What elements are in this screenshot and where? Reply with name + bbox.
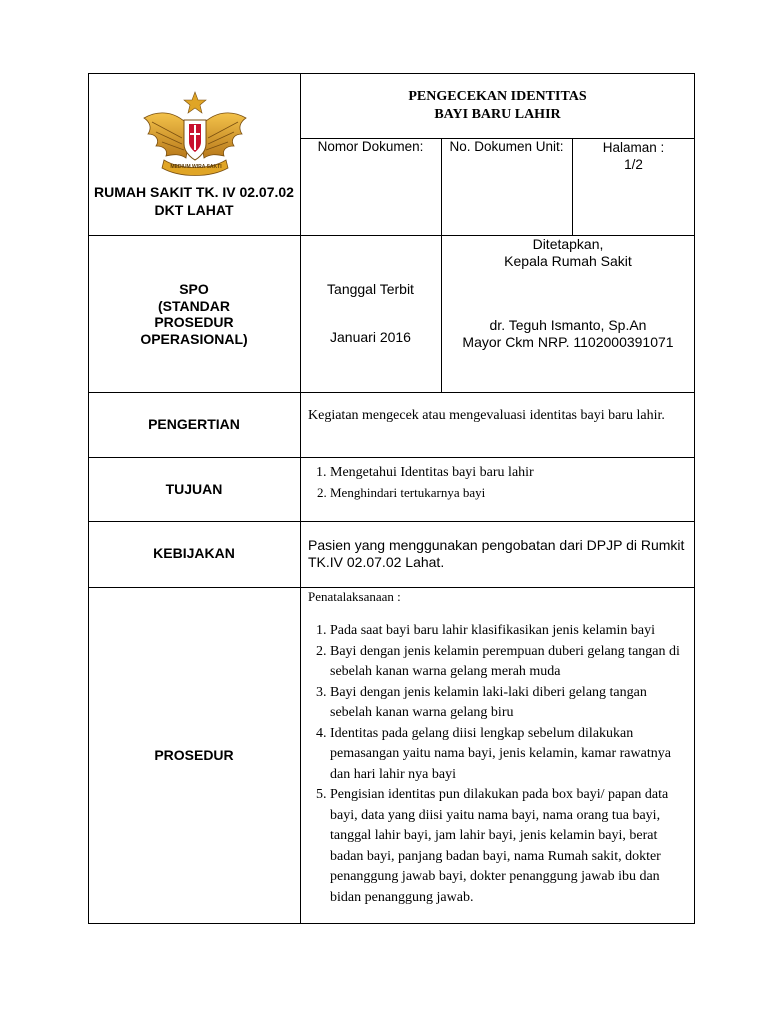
hospital-name-line1: RUMAH SAKIT TK. IV 02.07.02 bbox=[94, 184, 294, 200]
page-value: 1/2 bbox=[624, 157, 643, 172]
tujuan-item: 1. Mengetahui Identitas bayi baru lahir bbox=[330, 463, 690, 483]
signer-rank: Mayor Ckm NRP. 1102000391071 bbox=[462, 333, 674, 350]
pengertian-label: PENGERTIAN bbox=[148, 416, 240, 432]
spo-line1: SPO bbox=[179, 281, 209, 297]
divider bbox=[88, 457, 695, 458]
doc-unit-label: No. Dokumen Unit: bbox=[449, 139, 564, 154]
prosedur-step: 1. Pada saat bayi baru lahir klasifikasikan jenis kelamin bayi bbox=[330, 621, 692, 642]
signer-name: dr. Teguh Ismanto, Sp.An bbox=[489, 317, 647, 333]
pengertian-text: Kegiatan mengecek atau mengevaluasi identitas bayi baru lahir. bbox=[308, 408, 665, 423]
title-line1: PENGECEKAN IDENTITAS bbox=[408, 89, 587, 104]
divider bbox=[88, 587, 695, 588]
issue-date-label: Tanggal Terbit bbox=[327, 281, 414, 297]
signer-block bbox=[441, 317, 695, 350]
tujuan-list bbox=[300, 463, 690, 503]
prosedur-step: 2. Bayi dengan jenis kelamin perempuan duberi gelang tangan di sebelah kanan warna gelang merah muda bbox=[330, 642, 692, 683]
hospital-emblem bbox=[136, 88, 254, 183]
kebijakan-text: Pasien yang menggunakan pengobatan dari DPJP di Rumkit TK.IV 02.07.02 Lahat. bbox=[308, 537, 685, 570]
issue-date-value: Januari 2016 bbox=[330, 329, 411, 345]
kebijakan-label: KEBIJAKAN bbox=[153, 545, 235, 561]
hospital-name-line2: DKT LAHAT bbox=[154, 202, 234, 218]
prosedur-step: 4. Identitas pada gelang diisi lengkap sebelum dilakukan pemasangan yaitu nama bayi, jenis kelamin, kamar rawatnya dan hari lahir nya bayi bbox=[330, 724, 692, 786]
page-label: Halaman : bbox=[602, 140, 665, 155]
spo-line2: (STANDAR bbox=[157, 297, 231, 314]
divider bbox=[88, 392, 695, 393]
page-info bbox=[572, 139, 695, 173]
spo-line3: PROSEDUR bbox=[154, 314, 234, 330]
tujuan-label: TUJUAN bbox=[165, 481, 223, 497]
tujuan-item: 2. Menghindari tertukarnya bayi bbox=[330, 483, 690, 503]
divider bbox=[88, 521, 695, 522]
prosedur-label: PROSEDUR bbox=[154, 747, 234, 763]
prosedur-steps bbox=[300, 621, 692, 908]
title-line2: BAYI BARU LAHIR bbox=[434, 107, 561, 122]
spo-label bbox=[88, 281, 300, 347]
prosedur-step: 5. Pengisian identitas pun dilakukan pada box bayi/ papan data bayi, data yang diisi yaitu nama bayi, nama orang tua bayi, tanggal lahir bayi, jam lahir bayi, jenis kelamin bayi, berat badan bayi, panjang badan bayi, nama Rumah sakit, dokter penanggung jawab bayi, dokter penanggung jawab ibu dan bidan penanggung jawab. bbox=[330, 785, 692, 908]
spo-line4: OPERASIONAL) bbox=[140, 330, 248, 347]
emblem-motto: MEDIUM WIRA SAKTI bbox=[170, 164, 222, 170]
approval-block bbox=[441, 236, 695, 269]
prosedur-step: 3. Bayi dengan jenis kelamin laki-laki diberi gelang tangan sebelah kanan warna gelang biru bbox=[330, 683, 692, 724]
hospital-name bbox=[88, 183, 300, 219]
document-title bbox=[300, 88, 695, 124]
approved-line2: Kepala Rumah Sakit bbox=[504, 252, 632, 269]
doc-number-label: Nomor Dokumen: bbox=[317, 139, 424, 154]
approved-line1: Ditetapkan, bbox=[532, 236, 604, 252]
prosedur-intro: Penatalaksanaan : bbox=[308, 589, 401, 604]
